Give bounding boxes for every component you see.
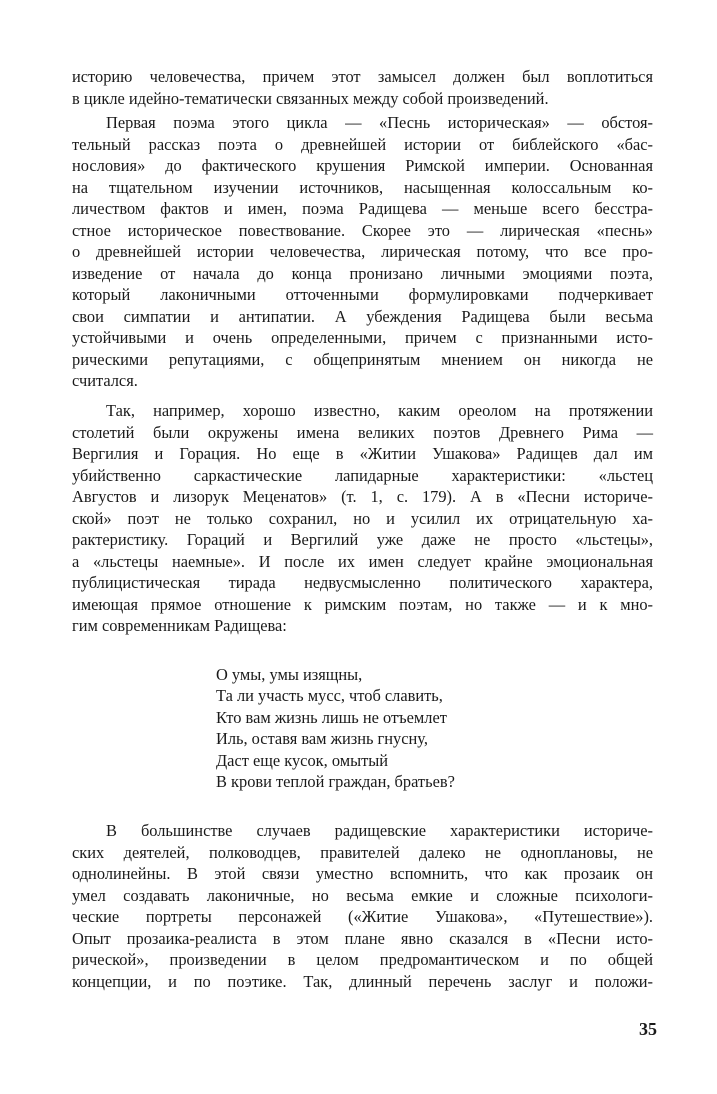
poem-line: Иль, оставя вам жизнь гнусну, — [216, 729, 428, 749]
text-line: свои симпатии и антипатии. А убеждения Радищева были весьма — [72, 306, 653, 326]
text-line: который лаконичными отточенными формулировками подчеркивает — [72, 285, 653, 304]
text-line: рактеристику. Гораций и Вергилий уже даже не просто «льстецы», — [72, 530, 653, 549]
text-line: гим современникам Радищева: — [72, 616, 287, 635]
text-line: однолинейны. В этой связи уместно вспомнить, что как прозаик он — [72, 864, 653, 883]
text-line: считался. — [72, 371, 138, 390]
text-line: личеством фактов и имен, поэма Радищева — меньше всего бесстра- — [72, 199, 653, 218]
text-line: стное историческое повествование. Скорее это — лирическая «песнь» — [72, 220, 653, 240]
text-line: на тщательном изучении источников, насыщенная колоссальным ко- — [72, 177, 653, 197]
poem-line: В крови теплой граждан, братьев? — [216, 771, 455, 791]
text-line: рической», произведении в целом предромантическом и по общей — [72, 950, 653, 969]
text-line: в цикле идейно-тематически связанных между собой произведений. — [72, 88, 549, 108]
paragraph-first-poem — [72, 112, 653, 392]
text-line: устойчивыми и очень определенными, причем с признанными исто- — [72, 328, 653, 347]
text-line: изведение от начала до конца пронизано личными эмоциями поэта, — [72, 263, 653, 283]
text-line: Опыт прозаика-реалиста в этом плане явно сказался в «Песни исто- — [72, 928, 653, 948]
text-line: Первая поэма этого цикла — «Песнь историческая» — обстоя- — [106, 113, 653, 132]
text-line: о древнейшей истории человечества, лирическая потому, что все про- — [72, 242, 653, 261]
text-line: публицистическая тирада недвусмысленно политического характера, — [72, 573, 653, 592]
text-line: Так, например, хорошо известно, каким ореолом на протяжении — [106, 401, 653, 420]
text-line: нословия» до фактического крушения Римской империи. Основанная — [72, 156, 653, 175]
text-line: а «льстецы наемные». И после их имен следует крайне эмоциональная — [72, 551, 653, 571]
text-line: В большинстве случаев радищевские характеристики историче- — [106, 821, 653, 840]
text-line: убийственно саркастические лапидарные характеристики: «льстец — [72, 465, 653, 485]
text-line: тельный рассказ поэта о древнейшей истории от библейского «бас- — [72, 134, 653, 154]
poem-line: Та ли участь мусс, чтоб славить, — [216, 686, 443, 706]
poem-line: Даст еще кусок, омытый — [216, 750, 389, 770]
paragraph-characteristics — [72, 820, 653, 992]
text-line: ческие портреты персонажей («Житие Ушакова», «Путешествие»). — [72, 907, 653, 926]
page-number: 35 — [639, 1019, 657, 1039]
text-line: рическими репутациями, с общепринятым мнением он никогда не — [72, 349, 653, 369]
text-line: Вергилия и Горация. Но еще в «Житии Ушакова» Радищев дал им — [72, 444, 653, 463]
text-line: Августов и лизорук Меценатов» (т. 1, с. 179). А в «Песни историче- — [72, 487, 653, 506]
poem-quote — [216, 664, 536, 792]
text-line: историю человечества, причем этот замысел должен был воплотиться — [72, 67, 653, 86]
text-line: ских деятелей, полководцев, правителей далеко не одноплановы, не — [72, 842, 653, 862]
text-line: имеющая прямое отношение к римским поэтам, но также — и к мно- — [72, 594, 653, 614]
paragraph-horace-virgil — [72, 400, 653, 637]
paragraph-continuation — [72, 66, 653, 109]
poem-line: О умы, умы изящны, — [216, 665, 363, 684]
text-line: ской» поэт не только сохранил, но и усилил их отрицательную ха- — [72, 508, 653, 528]
text-line: концепции, и по поэтике. Так, длинный перечень заслуг и положи- — [72, 971, 653, 991]
poem-line: Кто вам жизнь лишь не отъемлет — [216, 707, 447, 727]
text-line: умел создавать лаконичные, но весьма емкие и сложные психологи- — [72, 885, 653, 905]
text-line: столетий были окружены имена великих поэтов Древнего Рима — — [72, 422, 653, 442]
